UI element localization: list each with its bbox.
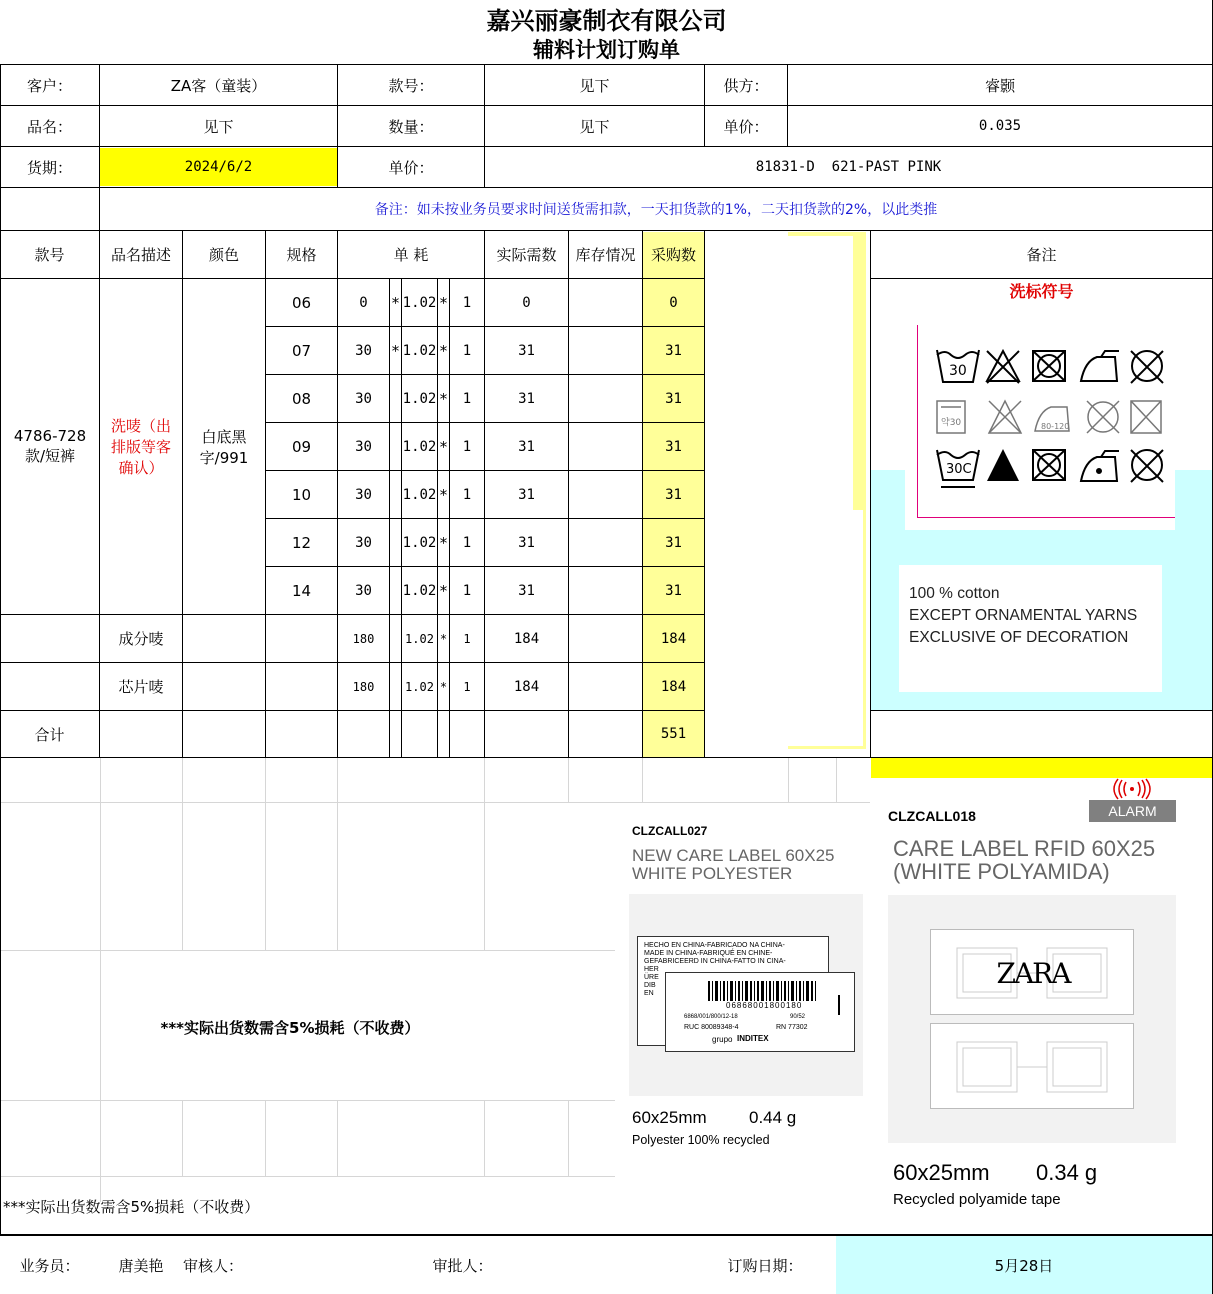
qty-cell: 30 [355,534,372,551]
quantity-label: 数量： [388,117,434,136]
star-cell: * [439,293,448,312]
color-code: 81831-D 621-PAST PINK [755,159,942,175]
tag-text: DIB [644,982,656,989]
wash-30-icon [937,350,979,382]
no-tumble-dry-icon [1033,351,1065,381]
no-tumble-alt-icon [1131,401,1161,433]
star-cell: * [391,341,400,360]
actual-cell: 184 [513,678,540,695]
tag-text: GEFABRICEERD IN CHINA-FATTO IN CINA- [644,958,786,965]
factor-cell: 1.02 [402,582,437,599]
label2-name-line1: CARE LABEL RFID 60X25 [893,836,1156,861]
company-name: 嘉兴丽豪制衣有限公司 [486,5,727,35]
zara-logo: ZARA [996,956,1070,990]
header-style: 款号 [34,246,65,264]
order-date-label: 订购日期： [727,1256,803,1275]
no-dry-clean-alt-icon [1087,401,1119,433]
style-value: 见下 [579,76,610,95]
factor-cell: 1.02 [405,679,434,694]
star-cell [390,471,401,518]
star-cell: * [439,389,448,408]
actual-cell: 0 [522,294,531,311]
due-date-value: 2024/6/2 [184,159,253,175]
no-tumble-dry-2-icon [1033,450,1065,480]
qty-cell: 30 [355,342,372,359]
color-cell: 白底黑字/991 [199,427,249,467]
star-cell [390,519,401,566]
purchase-cell: 184 [660,678,687,695]
size-cell: 08 [291,389,312,408]
tag-code-1: 6868/001/800/12-18 [684,1014,738,1020]
tag-ruc: RUC 80089348-4 [684,1024,739,1031]
actual-cell: 31 [518,438,535,455]
customer-label: 客户： [26,76,72,95]
svg-text:30C: 30C [946,462,972,477]
size-cell: 09 [291,437,312,456]
label2-material: Recycled polyamide tape [893,1191,1061,1208]
star-cell: * [439,485,448,504]
factor-cell: 1.02 [402,438,437,455]
purchase-cell: 0 [669,294,678,311]
label2-weight: 0.34 g [1036,1160,1098,1185]
notes-yellow-strip [871,758,1212,778]
iron-icon [1081,351,1119,381]
header-purchase: 采购数 [650,246,696,264]
star-cell: * [440,679,447,694]
purchase-cell: 31 [665,438,682,455]
label1-image-bg [629,894,863,1096]
supplier-value: 睿颢 [984,76,1015,95]
label1-material: Polyester 100% recycled [632,1133,770,1147]
star-cell: * [439,437,448,456]
star-cell: * [439,341,448,360]
label2-code: CLZCALL018 [888,808,976,824]
label2-dims: 60x25mm [893,1160,990,1185]
style-label: 款号： [388,76,434,95]
item-value: 见下 [203,117,234,136]
header-size: 规格 [286,246,317,264]
composition-line: EXCEPT ORNAMENTAL YARNS [909,607,1138,624]
tag-text: ÜRE [644,974,659,981]
tag-rn: RN 77302 [776,1024,808,1031]
salesperson-label: 业务员： [19,1256,80,1275]
actual-cell: 31 [518,486,535,503]
qty-cell: 30 [355,390,372,407]
item-description-cell: 洗唛（出排版等客确认） [110,417,171,477]
svg-text:약30: 약30 [941,418,962,428]
purchase-cell: 31 [665,486,682,503]
header-desc: 品名描述 [110,246,171,264]
composition-line: 100 % cotton [909,585,1000,602]
label2-image-bg [888,895,1176,1143]
rfid-tag-top [930,929,1134,1015]
bleach-icon [987,449,1019,481]
size-cell: 14 [291,581,312,600]
composition-box [899,565,1162,692]
quantity-value: 见下 [579,117,610,136]
document-title: 辅料计划订购单 [533,37,680,62]
alarm-badge: ALARM [1089,800,1176,822]
due-date-label: 货期： [26,158,72,177]
header-notes: 备注 [1026,246,1057,264]
multiplier-cell: 1 [462,534,472,551]
size-cell: 12 [291,533,312,552]
no-bleach-icon [987,351,1019,383]
svg-text:30: 30 [949,363,967,379]
header-color: 颜色 [208,246,239,264]
size-cell: 07 [291,341,312,360]
actual-cell: 31 [518,582,535,599]
rfid-antenna-2-icon [937,1032,1127,1102]
purchase-cell: 184 [660,630,687,647]
star-cell [390,567,401,614]
loss-note: ***实际出货数需含5%损耗（不收费） [3,1198,260,1216]
approver-label: 审批人： [432,1256,493,1275]
star-cell [390,375,401,422]
tag-code-2: 90/52 [790,1014,806,1020]
unit-price-label-2: 单价： [388,158,434,177]
header-stock: 库存情况 [575,246,636,264]
care-symbols-title: 洗标符号 [1009,281,1074,301]
star-cell [390,423,401,470]
actual-cell: 31 [518,342,535,359]
factor-cell: 1.02 [402,486,437,503]
tag-grupo: grupo [712,1035,733,1044]
tag-text: MADE IN CHINA-FABRIQUÉ EN CHINE- [644,950,773,957]
star-cell: * [439,533,448,552]
purchase-cell: 31 [665,390,682,407]
no-dry-clean-icon [1131,351,1163,383]
label1-weight: 0.44 g [749,1108,797,1127]
tag-text: EN [644,990,654,997]
purchase-cell: 31 [665,582,682,599]
qty-cell: 30 [355,486,372,503]
order-date-value: 5月28日 [994,1256,1054,1275]
care-label-card-2 [872,778,1211,1233]
qty-cell: 180 [352,679,375,694]
star-cell: * [440,631,447,646]
svg-text:80-120: 80-120 [1041,422,1070,431]
total-value: 551 [660,726,687,742]
wash-30c-icon [937,450,979,487]
header-actual: 实际需数 [496,246,557,264]
iron-temp-icon [1035,407,1069,431]
actual-cell: 31 [518,390,535,407]
item-label: 品名： [26,117,72,136]
tag-text: HECHO EN CHINA-FABRICADO NA CHINA- [644,942,785,949]
size-cell: 06 [291,293,312,312]
label1-code: CLZCALL027 [632,824,708,838]
actual-cell: 31 [518,534,535,551]
multiplier-cell: 1 [462,582,472,599]
factor-cell: 1.02 [402,342,437,359]
qty-cell: 30 [355,438,372,455]
customer-value: ZA客（童装） [170,76,267,95]
qty-cell: 0 [359,294,368,311]
multiplier-cell: 1 [462,294,472,311]
factor-cell: 1.02 [402,390,437,407]
composition-label-desc: 成分唛 [118,630,164,648]
barcode-number: 06868001800180 [726,1001,803,1010]
label1-name-line2: WHITE POLYESTER [632,864,793,883]
no-bleach-alt-icon [989,401,1021,433]
purchase-cell: 31 [665,342,682,359]
inditex-logo: INDITEX [737,1034,769,1043]
factor-cell: 1.02 [402,294,437,311]
tag-text: HER [644,966,659,973]
supplier-label: 供方： [723,76,769,95]
label2-name-line2: (WHITE POLYAMIDA) [893,859,1110,884]
label1-dims: 60x25mm [632,1108,707,1127]
style-number-cell: 4786-728款/短裤 [13,427,87,465]
multiplier-cell: 1 [463,631,471,646]
multiplier-cell: 1 [462,486,472,503]
actual-cell: 184 [513,630,540,647]
multiplier-cell: 1 [462,342,472,359]
multiplier-cell: 1 [463,679,471,694]
multiplier-cell: 1 [462,438,472,455]
factor-cell: 1.02 [402,534,437,551]
no-dry-clean-2-icon [1131,450,1163,482]
care-label-card-1 [615,808,870,1158]
star-cell: * [439,581,448,600]
qty-cell: 180 [352,631,375,646]
unit-price-value: 0.035 [978,118,1022,134]
hand-wash-icon [937,401,965,433]
rfid-signal-icon [1110,778,1154,800]
label1-tag-front [665,972,855,1052]
multiplier-cell: 1 [462,390,472,407]
unit-price-label: 单价： [723,117,769,136]
qty-cell: 30 [355,582,372,599]
chip-label-desc: 芯片唛 [118,678,164,696]
iron-low-icon [1081,451,1119,481]
composition-line: EXCLUSIVE OF DECORATION [909,629,1129,646]
factor-cell: 1.02 [405,631,434,646]
header-usage: 单 耗 [393,246,429,264]
purchase-cell: 31 [665,534,682,551]
label1-name-line1: NEW CARE LABEL 60X25 [632,846,835,865]
barcode-icon [708,981,818,1001]
star-cell: * [391,293,400,312]
size-cell: 10 [291,485,312,504]
rfid-tag-bottom [930,1023,1134,1109]
remark-text: 备注：如未按业务员要求时间送货需扣款，一天扣货款的1%，二天扣货款的2%，以此类推 [374,202,938,218]
reviewer-label: 审核人： [183,1256,244,1275]
salesperson-value: 唐美艳 [118,1256,164,1275]
total-label: 合计 [34,725,65,744]
loss-note-bold: ***实际出货数需含5%损耗（不收费） [160,1018,420,1037]
care-symbols-panel [905,325,1175,530]
